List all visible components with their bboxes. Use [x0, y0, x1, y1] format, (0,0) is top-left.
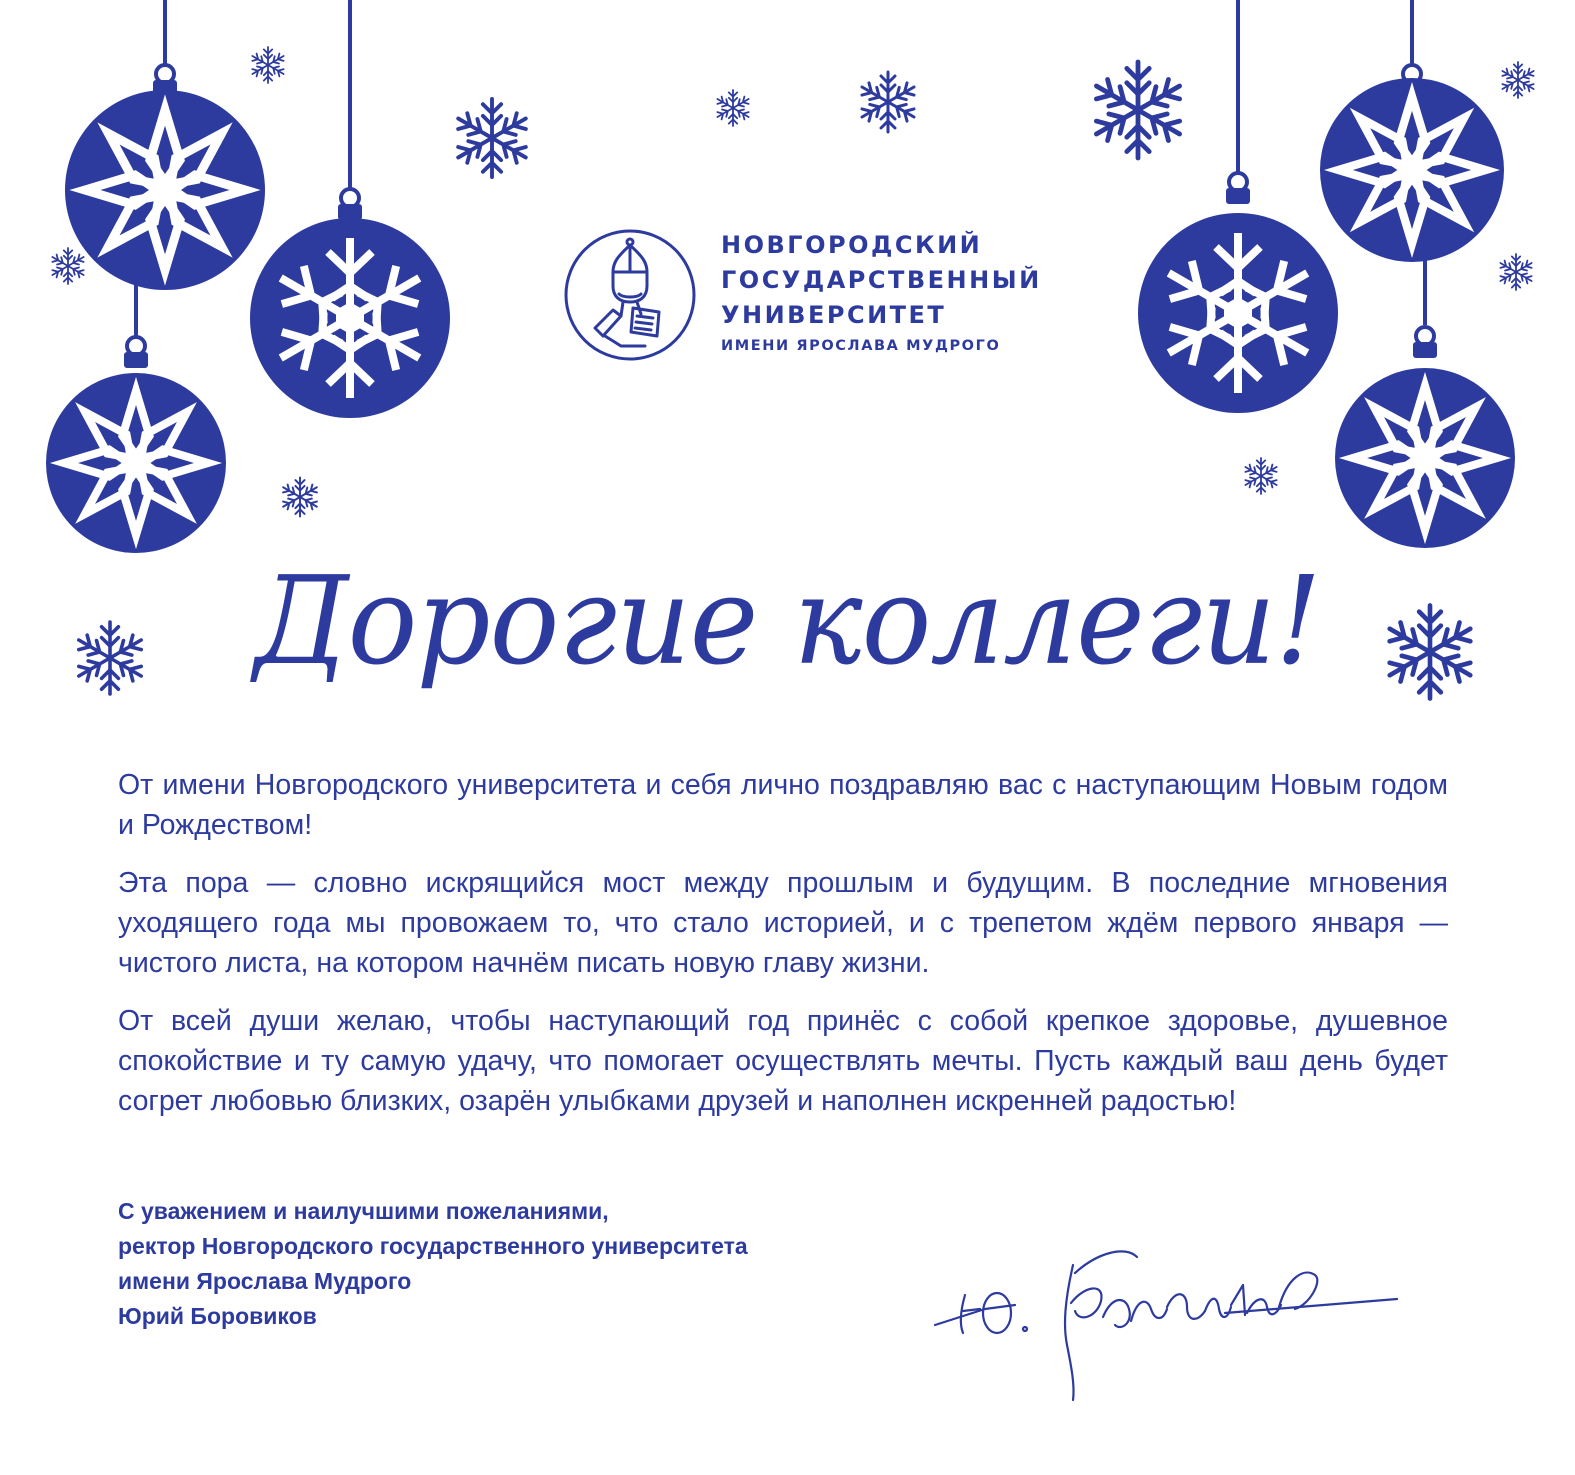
ornament-left-1: [65, 0, 265, 290]
logo-line-1: НОВГОРОДСКИЙ: [721, 231, 983, 259]
signoff: [118, 1194, 748, 1334]
handwritten-signature-icon: [925, 1225, 1415, 1410]
logo-line-3: УНИВЕРСИТЕТ: [721, 301, 947, 329]
signoff-line-1: С уважением и наилучшими пожеланиями,: [118, 1198, 609, 1224]
snowflake-icon: [1500, 62, 1535, 98]
ornament-right-2: [1320, 0, 1504, 262]
snowflake-icon: [250, 47, 285, 83]
snowflake-icon: [50, 248, 85, 284]
paragraph-1: От имени Новгородского университета и себя лично поздравляю вас с наступающим Новым годом и Рождеством!: [118, 769, 1448, 841]
ornament-right-3: [1335, 260, 1515, 548]
yaroslav-the-wise-emblem-icon: [563, 228, 697, 362]
university-logo: [563, 228, 1042, 368]
signoff-line-2: ректор Новгородского государственного университета: [118, 1233, 748, 1259]
paragraph-3: От всей души желаю, чтобы наступающий год принёс с собой крепкое здоровье, душевное спокойствие и ту самую удачу, что помогает осуществлять мечты. Пусть каждый ваш день будет согрет любовью близких, озарён улыбками друзей и наполнен искренней радостью!: [118, 1005, 1448, 1117]
ornament-left-3: [46, 270, 226, 553]
logo-line-4: ИМЕНИ ЯРОСЛАВА МУДРОГО: [721, 338, 1001, 354]
snowflake-icon: [715, 90, 750, 126]
ornament-right-1: [1138, 0, 1338, 413]
logo-line-2: ГОСУДАРСТВЕННЫЙ: [721, 266, 1042, 294]
letter-body: [118, 765, 1448, 1139]
paragraph-2: Эта пора — словно искрящийся мост между прошлым и будущим. В последние мгновения уходящего года мы провожаем то, что стало историей, и с трепетом ждём первого января — чистого листа, на котором начнём писать новую главу жизни.: [118, 867, 1448, 979]
snowflake-icon: [454, 99, 531, 177]
signoff-line-3: имени Ярослава Мудрого: [118, 1268, 412, 1294]
snowflake-icon: [1498, 254, 1533, 290]
signoff-name: Юрий Боровиков: [118, 1303, 317, 1329]
ornament-left-2: [250, 0, 450, 418]
snowflake-icon: [859, 72, 918, 132]
snowflake-icon: [1091, 62, 1185, 158]
greeting-heading: Дорогие коллеги!: [254, 550, 1321, 692]
snowflake-icon: [281, 478, 319, 517]
snowflake-icon: [1243, 458, 1278, 494]
